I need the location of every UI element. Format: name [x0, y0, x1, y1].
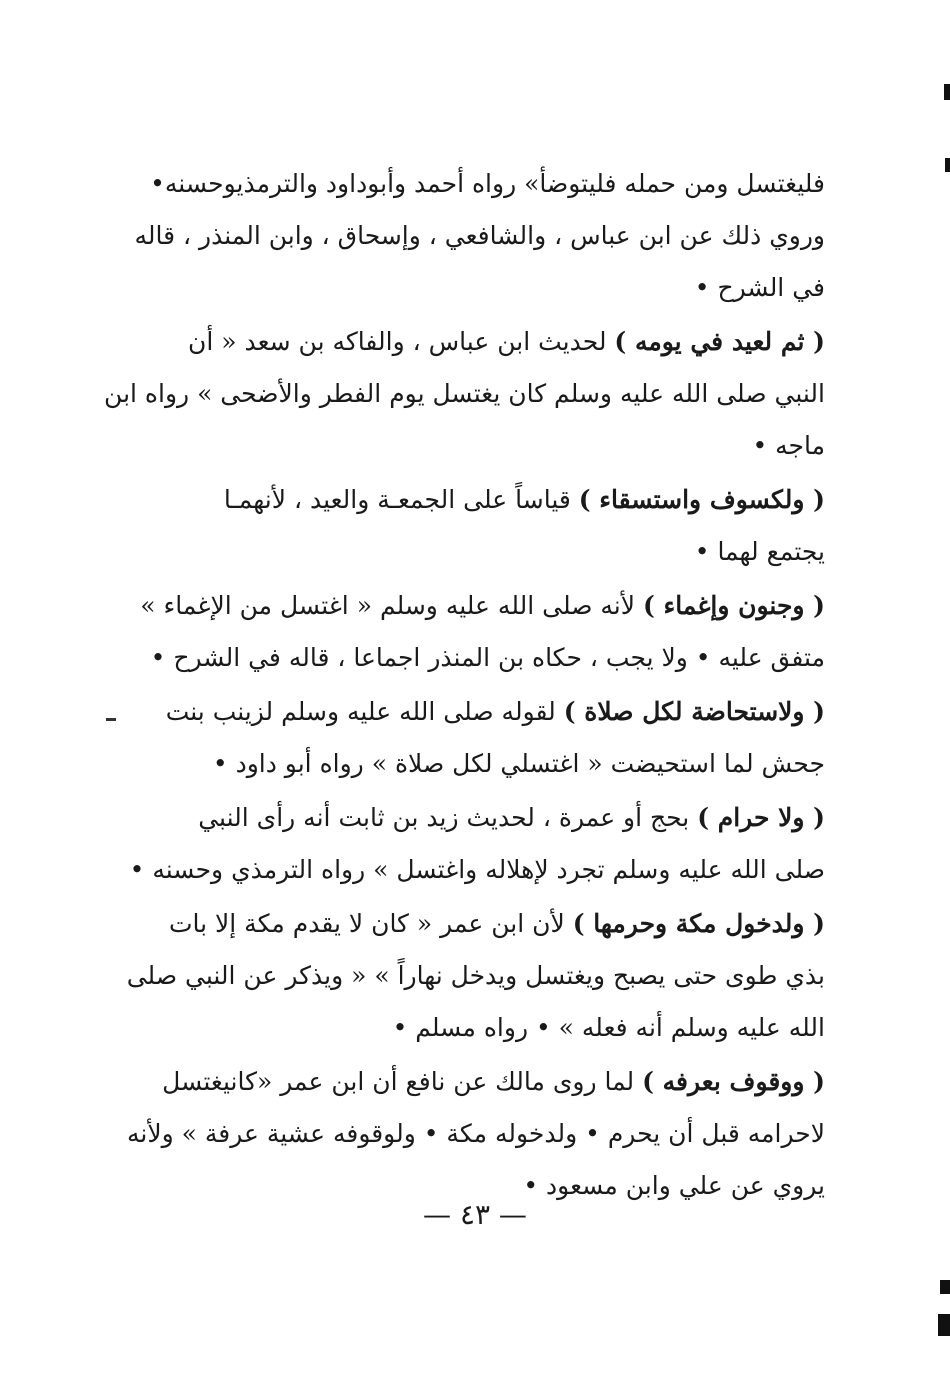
text-line: يجتمع لهما • [694, 537, 825, 566]
text-line [162, 1056, 825, 1108]
paragraph [134, 158, 825, 314]
paragraph [165, 686, 825, 790]
text-run: لأن ابن عمر « كان لا يقدم مكة إلا بات [168, 909, 565, 938]
text-run: لما روى مالك عن نافع أن ابن عمر «كانيغتسل [162, 1067, 635, 1096]
text-line: الله عليه وسلم أنه فعله » • رواه مسلم • [392, 1013, 825, 1042]
text-run: قياساً على الجمعـة والعيد ، لأنهمـا [223, 485, 571, 514]
scan-edge-mark [940, 1280, 950, 1294]
text-run: لأنه صلى الله عليه وسلم « اغتسل من الإغماء » [140, 591, 636, 620]
text-line: متفق عليه • ولا يجب ، حكاه بن المنذر اجماعا ، قاله في الشرح • [150, 643, 825, 672]
scan-stray-mark [106, 718, 116, 721]
text-line [180, 792, 825, 844]
scan-edge-mark [945, 158, 950, 172]
text-run: لقوله صلى الله عليه وسلم لزينب بنت [165, 697, 556, 726]
paragraph [180, 474, 825, 578]
text-line [180, 474, 825, 526]
section-heading: ( ولا حرام ) [697, 803, 825, 832]
text-line: في الشرح • [694, 273, 825, 302]
text-line: النبي صلى الله عليه وسلم كان يغتسل يوم الفطر والأضحى » رواه ابن [104, 379, 825, 408]
page-body-text [104, 158, 825, 1214]
text-line: جحش لما استحيضت « اغتسلي لكل صلاة » رواه أبو داود • [212, 749, 825, 778]
text-line: صلى الله عليه وسلم تجرد لإهلاله واغتسل » رواه الترمذي وحسنه • [129, 855, 825, 884]
text-run: بحج أو عمرة ، لحديث زيد بن ثابت أنه رأى النبي [198, 803, 690, 832]
section-heading: ( وجنون وإغماء ) [642, 591, 825, 620]
text-line: فليغتسل ومن حمله فليتوضأ» رواه أحمد وأبوداود والترمذيوحسنه• [150, 169, 825, 198]
text-line: وروي ذلك عن ابن عباس ، والشافعي ، وإسحاق ، وابن المنذر ، قاله [134, 221, 825, 250]
paragraph [104, 316, 825, 472]
page-number: — ٤٣ — [423, 1198, 527, 1231]
text-line: بذي طوى حتى يصبح ويغتسل ويدخل نهاراً » « ويذكر عن النبي صلى [126, 961, 825, 990]
section-heading: ( ووقوف بعرفه ) [642, 1067, 825, 1096]
scan-edge-mark [938, 1314, 950, 1336]
paragraph [126, 898, 825, 1054]
section-heading: ( ولاستحاضة لكل صلاة ) [563, 697, 825, 726]
text-line: ماجه • [752, 431, 825, 460]
section-heading: ( ولدخول مكة وحرمها ) [572, 909, 825, 938]
text-line [140, 580, 825, 632]
text-line [168, 898, 825, 950]
scan-edge-mark [944, 84, 950, 100]
text-run: لحديث ابن عباس ، والفاكه بن سعد « أن [187, 327, 607, 356]
text-line: لاحرامه قبل أن يحرم • ولدخوله مكة • ولوقوفه عشية عرفة » ولأنه [126, 1119, 825, 1148]
section-heading: ( ولكسوف واستسقاء ) [578, 485, 825, 514]
paragraph [140, 580, 825, 684]
text-line: يروي عن علي وابن مسعود • [523, 1171, 825, 1200]
paragraph [126, 1056, 825, 1212]
text-line [180, 316, 825, 368]
section-heading: ( ثم لعيد في يومه ) [614, 327, 825, 356]
paragraph [129, 792, 825, 896]
text-line [165, 686, 825, 738]
